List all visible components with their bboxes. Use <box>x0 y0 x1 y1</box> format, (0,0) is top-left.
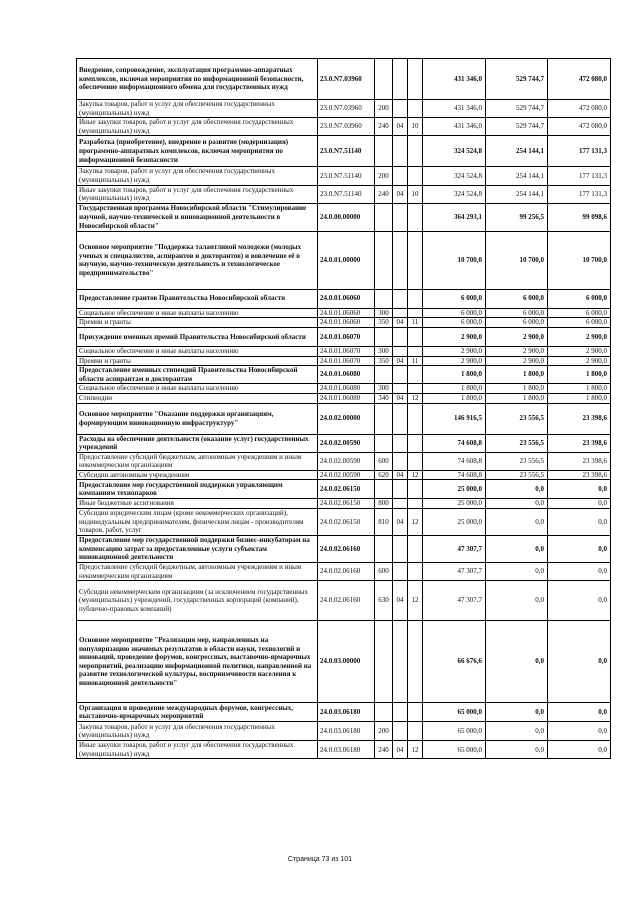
subsection-code-cell: 10 <box>408 118 423 136</box>
section-code-cell: 04 <box>393 741 408 759</box>
amount-year-2-cell: 0,0 <box>486 581 548 621</box>
section-code-cell: 04 <box>393 470 408 480</box>
expense-name-cell: Предоставление субсидий бюджетным, автономным учреждениям и иным некоммерческим организациям <box>77 563 318 581</box>
subsection-code-cell: 12 <box>408 470 423 480</box>
section-code-cell <box>393 327 408 346</box>
expense-type-code-cell <box>375 703 393 722</box>
target-code-cell: 23.0.N7.51140 <box>318 185 375 203</box>
amount-year-2-cell: 2 900,0 <box>486 356 548 366</box>
table-row <box>77 118 611 136</box>
expense-type-code-cell: 240 <box>375 185 393 203</box>
section-code-cell <box>393 722 408 741</box>
expense-type-code-cell <box>375 289 393 308</box>
expense-type-code-cell <box>375 136 393 167</box>
table-row <box>77 327 611 346</box>
amount-year-2-cell: 0,0 <box>486 499 548 509</box>
subsection-code-cell <box>408 499 423 509</box>
target-code-cell: 24.0.01.06080 <box>318 366 375 384</box>
subsection-code-cell: 12 <box>408 741 423 759</box>
amount-year-1-cell: 74 608,8 <box>423 470 486 480</box>
target-code-cell: 24.0.01.06070 <box>318 327 375 346</box>
table-row <box>77 346 611 356</box>
expense-name-cell: Иные закупки товаров, работ и услуг для обеспечения государственных (муниципальных) нужд <box>77 741 318 759</box>
target-code-cell: 24.0.01.06060 <box>318 318 375 328</box>
expense-name-cell: Закупка товаров, работ и услуг для обеспечения государственных (муниципальных) нужд <box>77 100 318 118</box>
target-code-cell: 24.0.03.06180 <box>318 741 375 759</box>
expense-type-code-cell <box>375 59 393 100</box>
expense-type-code-cell <box>375 366 393 384</box>
expense-type-code-cell <box>375 231 393 289</box>
subsection-code-cell <box>408 203 423 231</box>
amount-year-3-cell: 23 398,6 <box>548 452 611 470</box>
amount-year-1-cell: 146 916,5 <box>423 403 486 434</box>
subsection-code-cell: 11 <box>408 318 423 328</box>
target-code-cell: 23.0.N7.51140 <box>318 167 375 185</box>
amount-year-3-cell: 2 900,0 <box>548 356 611 366</box>
amount-year-3-cell: 1 800,0 <box>548 393 611 403</box>
amount-year-3-cell: 23 398,6 <box>548 403 611 434</box>
subsection-code-cell <box>408 434 423 452</box>
table-row <box>77 308 611 318</box>
target-code-cell: 24.0.01.06080 <box>318 384 375 394</box>
amount-year-2-cell: 99 256,5 <box>486 203 548 231</box>
table-row <box>77 185 611 203</box>
subsection-code-cell <box>408 231 423 289</box>
amount-year-1-cell: 47 307,7 <box>423 581 486 621</box>
target-code-cell: 24.0.02.00590 <box>318 452 375 470</box>
budget-table <box>76 58 611 759</box>
amount-year-1-cell: 364 293,1 <box>423 203 486 231</box>
table-row <box>77 384 611 394</box>
table-row <box>77 136 611 167</box>
expense-name-cell: Закупка товаров, работ и услуг для обеспечения государственных (муниципальных) нужд <box>77 722 318 741</box>
amount-year-1-cell: 324 524,8 <box>423 136 486 167</box>
expense-type-code-cell: 810 <box>375 509 393 536</box>
amount-year-2-cell: 0,0 <box>486 703 548 722</box>
target-code-cell: 24.0.03.06180 <box>318 722 375 741</box>
table-row <box>77 722 611 741</box>
expense-name-cell: Разработка (приобретение), внедрение и развитие (модернизация) программно-аппаратных комплексов, включая мероприятия по информационной безопасности <box>77 136 318 167</box>
target-code-cell: 24.0.01.06080 <box>318 393 375 403</box>
expense-type-code-cell: 300 <box>375 384 393 394</box>
section-code-cell: 04 <box>393 118 408 136</box>
target-code-cell: 24.0.00.00000 <box>318 203 375 231</box>
target-code-cell: 24.0.01.06070 <box>318 356 375 366</box>
amount-year-1-cell: 47 307,7 <box>423 563 486 581</box>
target-code-cell: 24.0.02.00000 <box>318 403 375 434</box>
table-row <box>77 621 611 703</box>
expense-type-code-cell: 200 <box>375 100 393 118</box>
section-code-cell <box>393 452 408 470</box>
amount-year-2-cell: 0,0 <box>486 621 548 703</box>
amount-year-1-cell: 10 700,0 <box>423 231 486 289</box>
amount-year-2-cell: 254 144,1 <box>486 136 548 167</box>
amount-year-1-cell: 65 000,0 <box>423 722 486 741</box>
section-code-cell: 04 <box>393 356 408 366</box>
table-row <box>77 452 611 470</box>
expense-type-code-cell: 340 <box>375 393 393 403</box>
table-row <box>77 318 611 328</box>
section-code-cell: 04 <box>393 581 408 621</box>
amount-year-2-cell: 23 556,5 <box>486 403 548 434</box>
subsection-code-cell <box>408 384 423 394</box>
target-code-cell: 24.0.01.00000 <box>318 231 375 289</box>
section-code-cell <box>393 346 408 356</box>
expense-name-cell: Субсидии юридическим лицам (кроме некоммерческих организаций), индивидуальным предпринимателям, физическим лицам - производителям товаров, работ, услуг <box>77 509 318 536</box>
amount-year-1-cell: 6 000,0 <box>423 289 486 308</box>
amount-year-3-cell: 0,0 <box>548 536 611 563</box>
amount-year-2-cell: 0,0 <box>486 722 548 741</box>
amount-year-1-cell: 2 900,0 <box>423 346 486 356</box>
amount-year-1-cell: 25 000,0 <box>423 509 486 536</box>
amount-year-3-cell: 6 000,0 <box>548 318 611 328</box>
section-code-cell: 04 <box>393 185 408 203</box>
amount-year-1-cell: 2 900,0 <box>423 356 486 366</box>
subsection-code-cell <box>408 308 423 318</box>
amount-year-1-cell: 6 000,0 <box>423 308 486 318</box>
table-row <box>77 509 611 536</box>
expense-type-code-cell: 240 <box>375 118 393 136</box>
expense-name-cell: Предоставление грантов Правительства Новосибирской области <box>77 289 318 308</box>
section-code-cell: 04 <box>393 509 408 536</box>
section-code-cell <box>393 536 408 563</box>
amount-year-2-cell: 1 800,0 <box>486 393 548 403</box>
amount-year-1-cell: 1 800,0 <box>423 384 486 394</box>
amount-year-3-cell: 2 900,0 <box>548 346 611 356</box>
expense-name-cell: Основное мероприятие "Оказание поддержки организациям, формирующим инновационную инфраструктуру" <box>77 403 318 434</box>
expense-type-code-cell: 350 <box>375 318 393 328</box>
amount-year-2-cell: 6 000,0 <box>486 308 548 318</box>
target-code-cell: 24.0.02.06150 <box>318 480 375 499</box>
section-code-cell <box>393 499 408 509</box>
expense-name-cell: Предоставление мер государственной поддержки бизнес-инкубаторам на компенсацию затрат за предоставленные услуги субъектам инновационной деятельности <box>77 536 318 563</box>
section-code-cell <box>393 231 408 289</box>
subsection-code-cell <box>408 722 423 741</box>
subsection-code-cell <box>408 366 423 384</box>
expense-name-cell: Присуждение именных премий Правительства Новосибирской области <box>77 327 318 346</box>
expense-type-code-cell <box>375 203 393 231</box>
target-code-cell: 23.0.N7.03960 <box>318 59 375 100</box>
section-code-cell <box>393 136 408 167</box>
table-row <box>77 480 611 499</box>
table-row <box>77 470 611 480</box>
amount-year-2-cell: 6 000,0 <box>486 318 548 328</box>
section-code-cell <box>393 100 408 118</box>
expense-name-cell: Организация и проведение международных форумов, конгрессных, выставочно-ярмарочных мероприятий <box>77 703 318 722</box>
amount-year-3-cell: 2 900,0 <box>548 327 611 346</box>
amount-year-3-cell: 6 000,0 <box>548 308 611 318</box>
table-row <box>77 563 611 581</box>
expense-name-cell: Предоставление именных стипендий Правительства Новосибирской области аспирантам и докторантам <box>77 366 318 384</box>
section-code-cell <box>393 167 408 185</box>
amount-year-3-cell: 0,0 <box>548 722 611 741</box>
expense-name-cell: Иные закупки товаров, работ и услуг для обеспечения государственных (муниципальных) нужд <box>77 185 318 203</box>
expense-name-cell: Субсидии автономным учреждениям <box>77 470 318 480</box>
amount-year-3-cell: 0,0 <box>548 621 611 703</box>
subsection-code-cell <box>408 100 423 118</box>
subsection-code-cell <box>408 289 423 308</box>
target-code-cell: 24.0.02.06150 <box>318 509 375 536</box>
expense-type-code-cell <box>375 403 393 434</box>
expense-name-cell: Иные закупки товаров, работ и услуг для обеспечения государственных (муниципальных) нужд <box>77 118 318 136</box>
expense-type-code-cell: 240 <box>375 741 393 759</box>
subsection-code-cell <box>408 703 423 722</box>
section-code-cell <box>393 59 408 100</box>
target-code-cell: 23.0.N7.03960 <box>318 118 375 136</box>
amount-year-3-cell: 472 080,0 <box>548 59 611 100</box>
amount-year-2-cell: 1 800,0 <box>486 384 548 394</box>
amount-year-1-cell: 47 307,7 <box>423 536 486 563</box>
table-row <box>77 403 611 434</box>
table-row <box>77 366 611 384</box>
amount-year-3-cell: 0,0 <box>548 509 611 536</box>
amount-year-2-cell: 254 144,1 <box>486 185 548 203</box>
amount-year-2-cell: 0,0 <box>486 741 548 759</box>
amount-year-1-cell: 1 800,0 <box>423 393 486 403</box>
expense-name-cell: Основное мероприятие "Реализация мер, направленных на популяризацию значимых результатов в области науки, технологий и инноваций, проведение форумов, конгрессных, выставочно-ярмарочных мероприятий, реализацию информационной политики, направленной на развитие технологической культуры, восприимчивости населения к инновационной деятельности" <box>77 621 318 703</box>
amount-year-1-cell: 431 346,0 <box>423 118 486 136</box>
expense-name-cell: Социальное обеспечение и иные выплаты населению <box>77 346 318 356</box>
subsection-code-cell <box>408 136 423 167</box>
amount-year-1-cell: 66 676,6 <box>423 621 486 703</box>
amount-year-2-cell: 529 744,7 <box>486 59 548 100</box>
amount-year-1-cell: 431 346,0 <box>423 59 486 100</box>
target-code-cell: 24.0.02.00590 <box>318 434 375 452</box>
amount-year-3-cell: 0,0 <box>548 581 611 621</box>
expense-type-code-cell <box>375 327 393 346</box>
table-body <box>77 59 611 759</box>
target-code-cell: 23.0.N7.03960 <box>318 100 375 118</box>
expense-name-cell: Субсидии некоммерческим организациям (за исключением государственных (муниципальных) учреждений, государственных корпораций (компаний), публично-правовых компаний) <box>77 581 318 621</box>
subsection-code-cell <box>408 167 423 185</box>
table-row <box>77 167 611 185</box>
expense-name-cell: Стипендии <box>77 393 318 403</box>
target-code-cell: 24.0.01.06060 <box>318 308 375 318</box>
subsection-code-cell <box>408 621 423 703</box>
expense-type-code-cell: 300 <box>375 346 393 356</box>
table-row <box>77 100 611 118</box>
amount-year-3-cell: 99 098,6 <box>548 203 611 231</box>
subsection-code-cell <box>408 563 423 581</box>
table-row <box>77 499 611 509</box>
amount-year-2-cell: 10 700,0 <box>486 231 548 289</box>
subsection-code-cell: 12 <box>408 393 423 403</box>
subsection-code-cell <box>408 452 423 470</box>
amount-year-2-cell: 254 144,1 <box>486 167 548 185</box>
amount-year-2-cell: 0,0 <box>486 563 548 581</box>
target-code-cell: 24.0.02.06150 <box>318 499 375 509</box>
amount-year-3-cell: 10 700,0 <box>548 231 611 289</box>
target-code-cell: 24.0.03.00000 <box>318 621 375 703</box>
subsection-code-cell: 12 <box>408 509 423 536</box>
expense-name-cell: Премии и гранты <box>77 318 318 328</box>
target-code-cell: 24.0.03.06180 <box>318 703 375 722</box>
section-code-cell <box>393 563 408 581</box>
amount-year-2-cell: 0,0 <box>486 536 548 563</box>
page-number: Страница 73 из 101 <box>287 856 353 863</box>
section-code-cell <box>393 203 408 231</box>
amount-year-2-cell: 0,0 <box>486 480 548 499</box>
amount-year-3-cell: 1 800,0 <box>548 384 611 394</box>
subsection-code-cell <box>408 346 423 356</box>
amount-year-1-cell: 324 524,8 <box>423 167 486 185</box>
table-row <box>77 536 611 563</box>
subsection-code-cell: 10 <box>408 185 423 203</box>
expense-type-code-cell: 200 <box>375 722 393 741</box>
table-row <box>77 434 611 452</box>
expense-name-cell: Расходы на обеспечение деятельности (оказание услуг) государственных учреждений <box>77 434 318 452</box>
amount-year-3-cell: 1 800,0 <box>548 366 611 384</box>
amount-year-3-cell: 23 398,6 <box>548 470 611 480</box>
amount-year-3-cell: 177 131,3 <box>548 185 611 203</box>
expense-type-code-cell <box>375 621 393 703</box>
amount-year-1-cell: 324 524,8 <box>423 185 486 203</box>
expense-name-cell: Внедрение, сопровождение, эксплуатация программно-аппаратных комплексов, включая мероприятия по информационной безопасности, обеспечение информационного обмена для государственных нужд <box>77 59 318 100</box>
subsection-code-cell: 12 <box>408 581 423 621</box>
target-code-cell: 23.0.N7.51140 <box>318 136 375 167</box>
amount-year-2-cell: 23 556,5 <box>486 452 548 470</box>
expense-type-code-cell: 350 <box>375 356 393 366</box>
expense-type-code-cell: 630 <box>375 581 393 621</box>
section-code-cell <box>393 480 408 499</box>
subsection-code-cell <box>408 403 423 434</box>
amount-year-3-cell: 0,0 <box>548 480 611 499</box>
amount-year-1-cell: 74 608,8 <box>423 452 486 470</box>
amount-year-3-cell: 6 000,0 <box>548 289 611 308</box>
expense-name-cell: Государственная программа Новосибирской области "Стимулирование научной, научно-технической и инновационной деятельности в Новосибирской области" <box>77 203 318 231</box>
amount-year-1-cell: 65 000,0 <box>423 703 486 722</box>
amount-year-3-cell: 23 398,6 <box>548 434 611 452</box>
amount-year-1-cell: 25 000,0 <box>423 499 486 509</box>
table-row <box>77 59 611 100</box>
expense-name-cell: Социальное обеспечение и иные выплаты населению <box>77 384 318 394</box>
table-row <box>77 203 611 231</box>
amount-year-1-cell: 2 900,0 <box>423 327 486 346</box>
expense-type-code-cell: 300 <box>375 308 393 318</box>
amount-year-2-cell: 23 556,5 <box>486 470 548 480</box>
amount-year-3-cell: 177 131,3 <box>548 167 611 185</box>
amount-year-3-cell: 472 080,0 <box>548 118 611 136</box>
expense-type-code-cell: 600 <box>375 452 393 470</box>
expense-type-code-cell <box>375 536 393 563</box>
table-row <box>77 356 611 366</box>
table-row <box>77 289 611 308</box>
table-row <box>77 703 611 722</box>
target-code-cell: 24.0.01.06060 <box>318 289 375 308</box>
table-row <box>77 581 611 621</box>
section-code-cell <box>393 434 408 452</box>
amount-year-2-cell: 2 900,0 <box>486 346 548 356</box>
subsection-code-cell <box>408 480 423 499</box>
expense-name-cell: Иные бюджетные ассигнования <box>77 499 318 509</box>
target-code-cell: 24.0.02.06160 <box>318 536 375 563</box>
expense-name-cell: Основное мероприятие "Поддержка талантливой молодежи (молодых ученых и специалистов, аспирантов и докторантов) и вовлечение её в научную, научно-техническую деятельность и технологическое предпринимательство" <box>77 231 318 289</box>
section-code-cell <box>393 308 408 318</box>
subsection-code-cell: 11 <box>408 356 423 366</box>
amount-year-2-cell: 529 744,7 <box>486 118 548 136</box>
amount-year-1-cell: 25 000,0 <box>423 480 486 499</box>
amount-year-1-cell: 1 800,0 <box>423 366 486 384</box>
section-code-cell <box>393 703 408 722</box>
expense-type-code-cell: 620 <box>375 470 393 480</box>
expense-type-code-cell: 800 <box>375 499 393 509</box>
section-code-cell <box>393 366 408 384</box>
table-row <box>77 231 611 289</box>
table-row <box>77 393 611 403</box>
expense-type-code-cell <box>375 480 393 499</box>
section-code-cell <box>393 289 408 308</box>
amount-year-1-cell: 65 000,0 <box>423 741 486 759</box>
amount-year-2-cell: 529 744,7 <box>486 100 548 118</box>
subsection-code-cell <box>408 536 423 563</box>
target-code-cell: 24.0.02.06160 <box>318 581 375 621</box>
amount-year-2-cell: 1 800,0 <box>486 366 548 384</box>
amount-year-3-cell: 0,0 <box>548 741 611 759</box>
amount-year-3-cell: 0,0 <box>548 499 611 509</box>
section-code-cell: 04 <box>393 393 408 403</box>
section-code-cell <box>393 621 408 703</box>
amount-year-1-cell: 6 000,0 <box>423 318 486 328</box>
target-code-cell: 24.0.01.06070 <box>318 346 375 356</box>
amount-year-3-cell: 0,0 <box>548 563 611 581</box>
expense-name-cell: Социальное обеспечение и иные выплаты населению <box>77 308 318 318</box>
section-code-cell: 04 <box>393 318 408 328</box>
amount-year-3-cell: 177 131,3 <box>548 136 611 167</box>
amount-year-2-cell: 23 556,5 <box>486 434 548 452</box>
amount-year-2-cell: 2 900,0 <box>486 327 548 346</box>
expense-name-cell: Предоставление субсидий бюджетным, автономным учреждениям и иным некоммерческим организациям <box>77 452 318 470</box>
section-code-cell <box>393 384 408 394</box>
amount-year-1-cell: 431 346,0 <box>423 100 486 118</box>
target-code-cell: 24.0.02.00590 <box>318 470 375 480</box>
expense-name-cell: Премии и гранты <box>77 356 318 366</box>
expense-type-code-cell: 200 <box>375 167 393 185</box>
amount-year-1-cell: 74 608,8 <box>423 434 486 452</box>
amount-year-3-cell: 0,0 <box>548 703 611 722</box>
expense-name-cell: Предоставление мер государственной поддержки управляющим компаниям технопарков <box>77 480 318 499</box>
amount-year-3-cell: 472 080,0 <box>548 100 611 118</box>
amount-year-2-cell: 6 000,0 <box>486 289 548 308</box>
amount-year-2-cell: 0,0 <box>486 509 548 536</box>
table-row <box>77 741 611 759</box>
expense-type-code-cell <box>375 434 393 452</box>
section-code-cell <box>393 403 408 434</box>
expense-name-cell: Закупка товаров, работ и услуг для обеспечения государственных (муниципальных) нужд <box>77 167 318 185</box>
subsection-code-cell <box>408 327 423 346</box>
subsection-code-cell <box>408 59 423 100</box>
target-code-cell: 24.0.02.06160 <box>318 563 375 581</box>
expense-type-code-cell: 600 <box>375 563 393 581</box>
